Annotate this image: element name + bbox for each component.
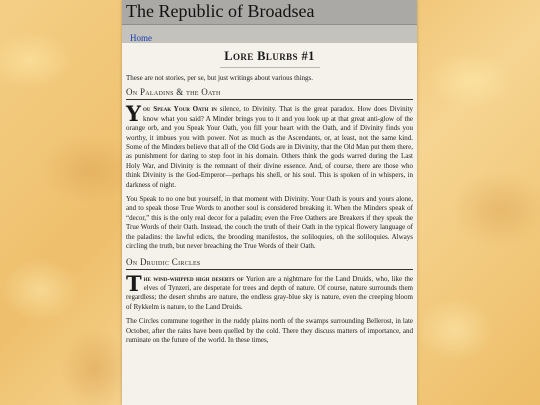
paragraph-text: silence, to Divinity. That is the great paradox. How does Divinity know what you said? A Minder brings you to it and you look up at that great anti-glow of the orange orb, and you Speak Your Oath, you fill your heart with the Oath, and if Divinity finds you worthy, it imbues you with power. Not as much as the Ascendants, or, at least, not the same kind. Some of the Minders believe that all of the Old Gods are in Divinity, that the Old Man put them there, as punishment for daring to step foot in his domain. Others think the gods warred during the Last Holy War, and Divinity is the remnant of their divine essence. And, of course, there are those who think Divinity is the God-Emperor—perhaps his shell, or his soul. This is spoken of in whispers, in darkness of night. — [126, 105, 414, 189]
lead-in: he wind-whipped high deserts of — [143, 274, 244, 283]
lead-in: ou Speak Your Oath in — [143, 105, 217, 114]
page-column — [122, 0, 417, 405]
masthead — [122, 0, 417, 25]
dropcap: T — [126, 270, 142, 296]
post-content — [122, 49, 417, 345]
section-heading-paladins: On Paladins & the Oath — [126, 87, 413, 100]
paragraph — [126, 101, 414, 190]
nav-bar — [122, 25, 417, 43]
nav-home-link[interactable]: Home — [130, 33, 152, 43]
paragraph: You Speak to no one but yourself, in that moment with Divinity. Your Oath is yours and yours alone, and to speak those True Words to another soul is considered breaking it. When the Minders speak of “decor,” this is the only real decor for a paladin; even the Free Oathers are Breakers if they speak the True Words of their Oath. Instead, the couch the truth of their Oath in the typical flowery language of the paladins: the lawful edicts, the brooding manifestos, the soliloquies, oh the soliloquies. Always circling the truth, but never breaching the True Words of their Oath. — [126, 195, 413, 251]
section-heading-druidic: On Druidic Circles — [126, 257, 413, 270]
dropcap: Y — [126, 101, 141, 127]
post-intro: These are not stories, per se, but just writings about various things. — [126, 74, 314, 82]
paragraph: The Circles commune together in the ruddy plains north of the swamps surrounding Bellerost, in late October, after the rains have been quelled by the cold. There they discuss matters of importance, and ruminate on the future of the world. In these times, — [126, 317, 413, 344]
title-divider — [220, 67, 320, 68]
paragraph — [126, 270, 414, 313]
post-title: Lore Blurbs #1 — [224, 49, 315, 63]
paragraph-text: Yurion are a nightmare for the Land Druids, who, like the elves of Tynzeri, are desperate for trees and depth of nature. Of course, nature surrounds them regardless; the desert shrubs are nature, the endless gray-blue sky is nature, even the creeping bloom of Rykkelm is nature, to the Land Druids. — [126, 274, 414, 311]
site-title[interactable]: The Republic of Broadsea — [126, 1, 315, 21]
